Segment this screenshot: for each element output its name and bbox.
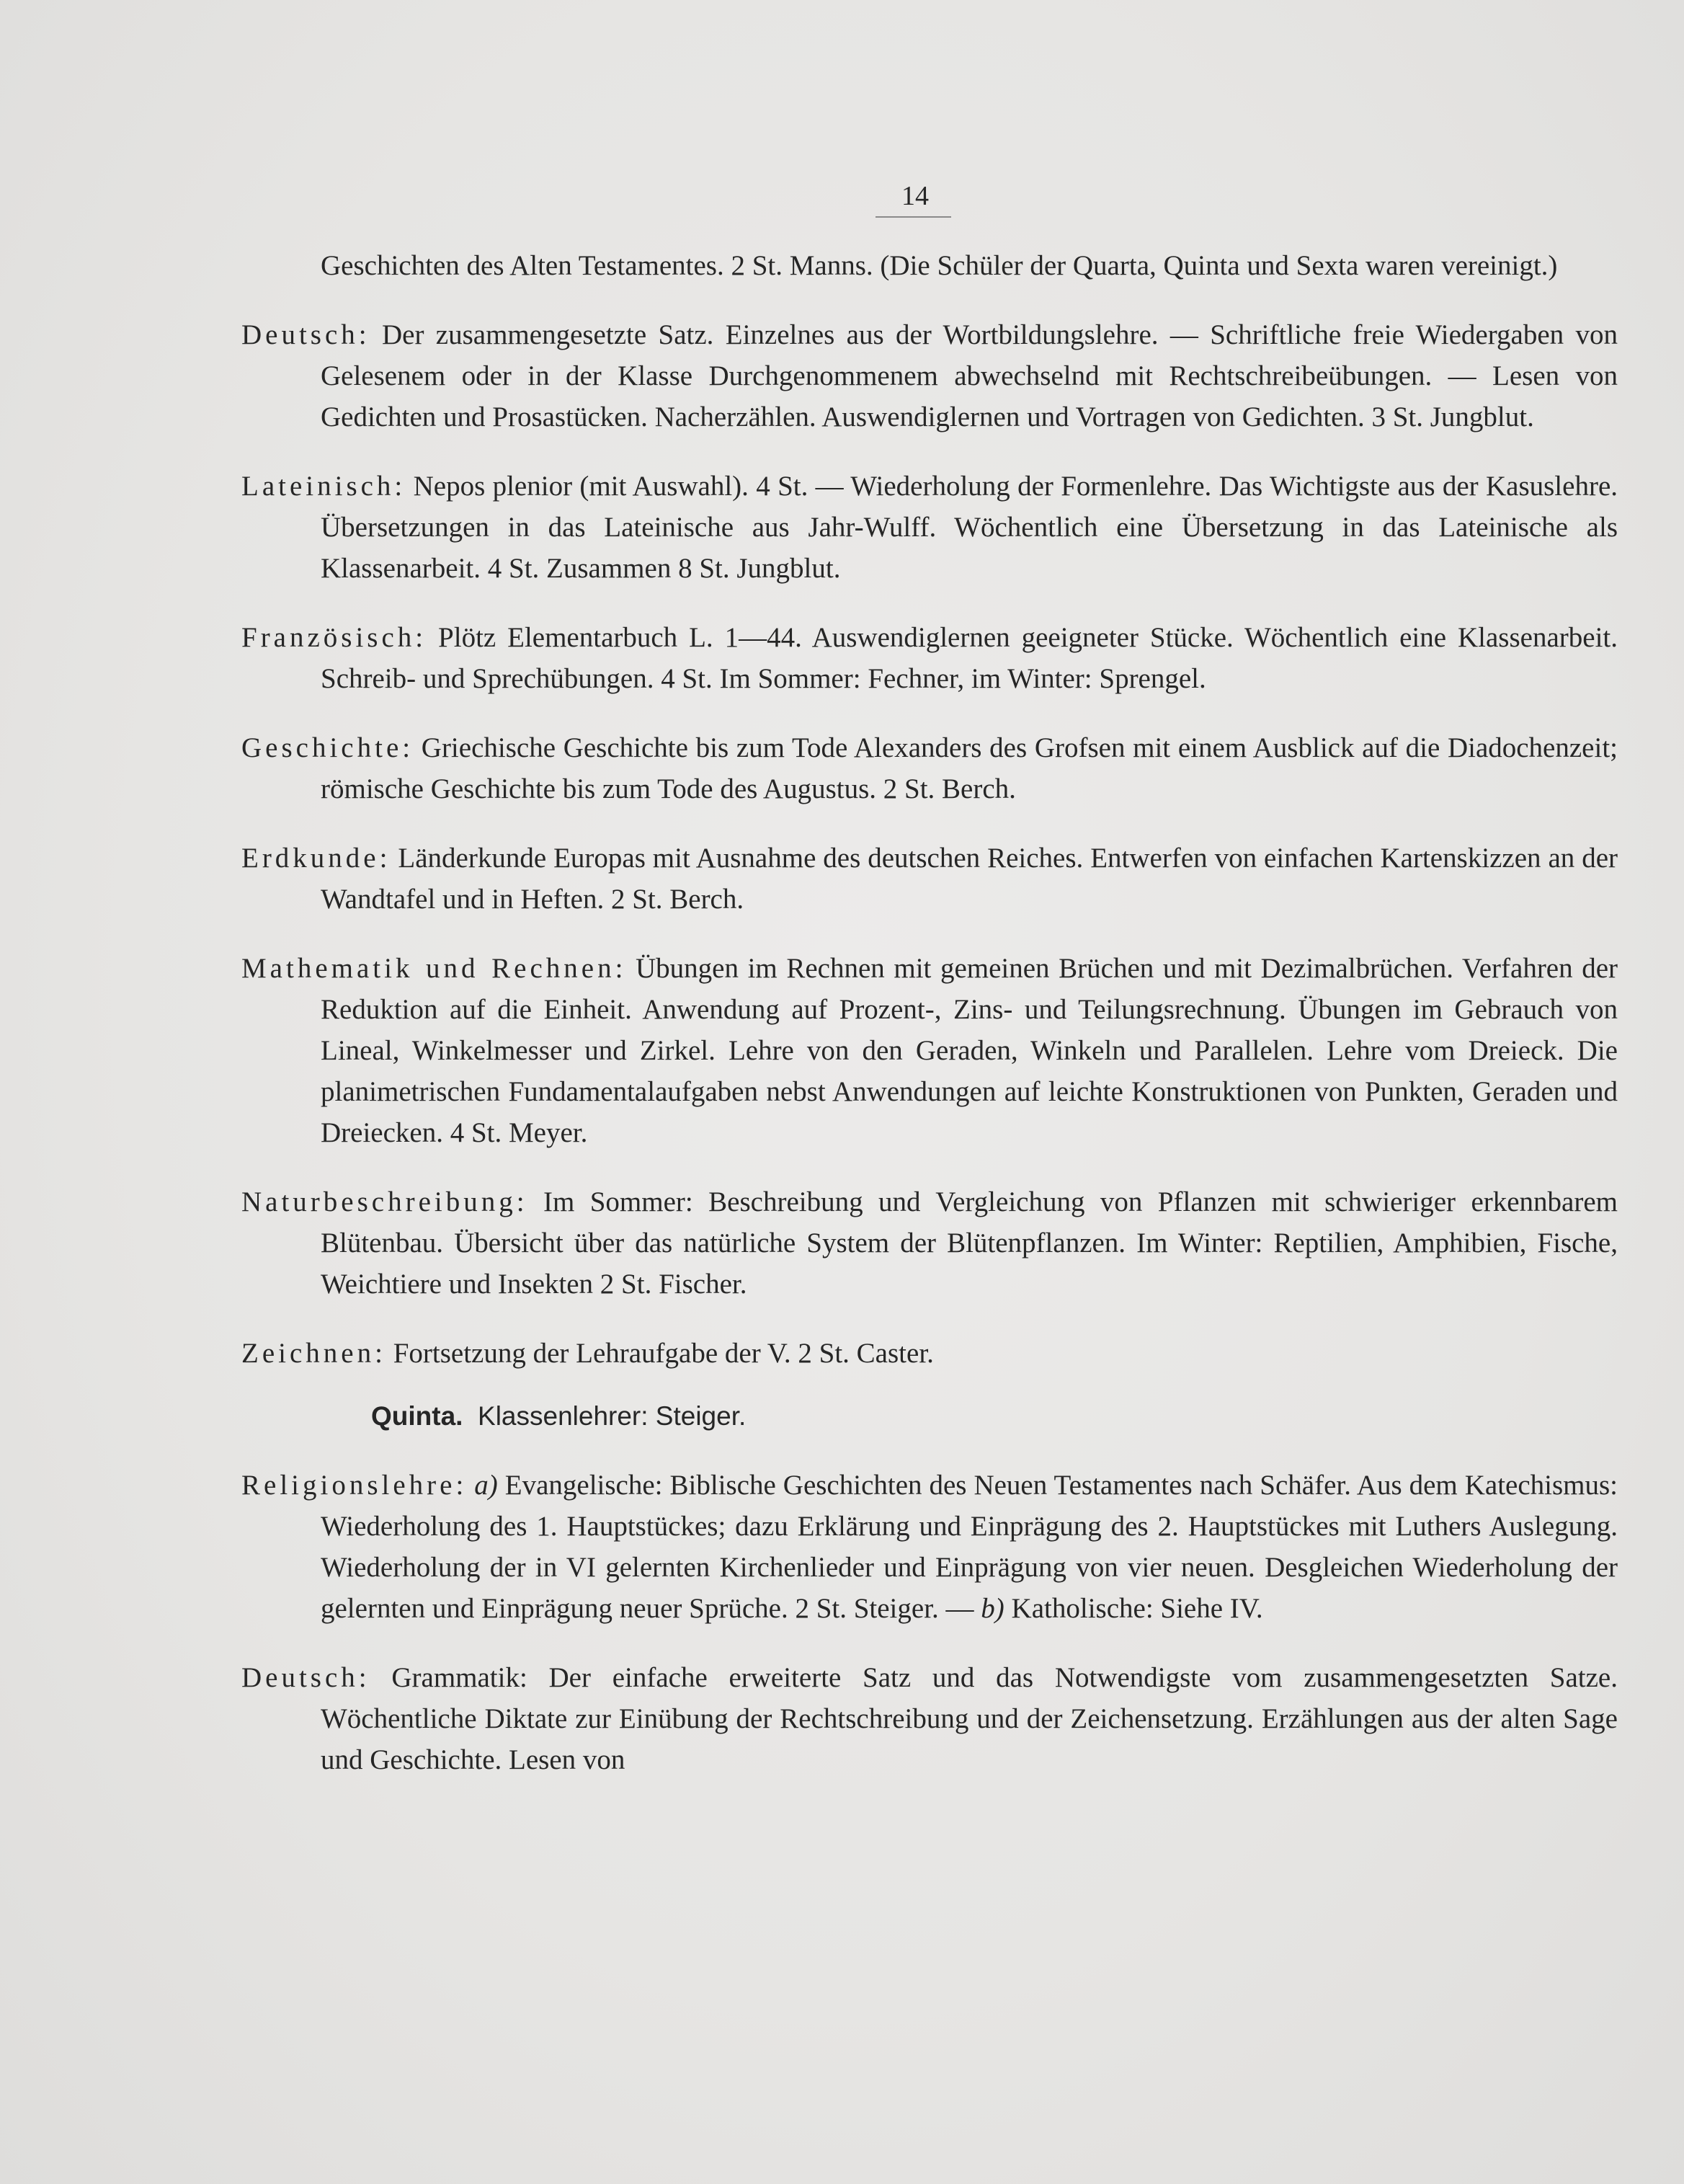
subject-text: Evangelische: Biblische Geschichten des Neuen Testamentes nach Schäfer. Aus dem Katechismus: Wiederholung des 1. Hauptstückes; dazu Erklärung und Einprägung des 2. Hauptstückes mit Luthers Auslegung. Wiederholung der in VI gelernten Kirchenlieder und Einprägung von vier neuen. Desgleichen Wiederholung der gelernten und Einprägung neuer Sprüche. 2 St. Steiger. — [321, 1470, 1618, 1624]
subject-label: Zeichnen: [241, 1338, 386, 1369]
entry-franzoesisch [241, 617, 1618, 699]
subject-text: Übungen im Rechnen mit gemeinen Brüchen und mit Dezimalbrüchen. Verfahren der Reduktion auf die Einheit. Anwendung auf Prozent-, Zins- und Teilungsrechnung. Übungen im Gebrauch von Lineal, Winkelmesser und Zirkel. Lehre von den Geraden, Winkeln und Parallelen. Lehre vom Dreieck. Die planimetrischen Fundamentalaufgaben nebst Anwendungen auf leichte Konstruktionen von Punkten, Geraden und Dreiecken. 4 St. Meyer. [321, 953, 1618, 1148]
page-number-rule [876, 216, 951, 218]
subject-label: Französisch: [241, 622, 427, 653]
continued-paragraph: Geschichten des Alten Testamentes. 2 St. Manns. (Die Schüler der Quarta, Quinta und Sexta waren vereinigt.) [321, 250, 1558, 281]
subject-label: Mathematik und Rechnen: [241, 953, 627, 984]
class-teacher: Klassenlehrer: Steiger. [478, 1401, 747, 1431]
entry-religionslehre [241, 1465, 1618, 1629]
subject-label: Lateinisch: [241, 471, 406, 502]
subject-text: Im Sommer: Beschreibung und Vergleichung von Pflanzen mit schwieriger erkennbarem Blütenbau. Übersicht über das natürliche System der Blütenpflanzen. Im Winter: Reptilien, Amphibien, Fische, Weichtiere und Insekten 2 St. Fischer. [321, 1186, 1618, 1300]
entry-mathematik [241, 948, 1618, 1153]
entry-lateinisch [241, 466, 1618, 589]
subject-label: Religionslehre: [241, 1470, 468, 1501]
subject-label: Naturbeschreibung: [241, 1186, 528, 1217]
entry-deutsch-quinta [241, 1657, 1618, 1780]
entry-zeichnen [241, 1333, 1618, 1374]
subject-label: Geschichte: [241, 732, 414, 763]
subject-label: Erdkunde: [241, 843, 391, 874]
entry-geschichte [241, 727, 1618, 809]
entry-deutsch [241, 314, 1618, 438]
subject-text: Der zusammengesetzte Satz. Einzelnes aus der Wortbildungslehre. — Schriftliche freie Wiedergaben von Gelesenem oder in der Klasse Durchgenommenem abwechselnd mit Rechtschreibeübungen. — Lesen von Gedichten und Prosastücken. Nacherzählen. Auswendiglernen und Vortragen von Gedichten. 3 St. Jungblut. [321, 319, 1618, 432]
subject-text: Fortsetzung der Lehraufgabe der V. 2 St. Caster. [393, 1338, 934, 1369]
subject-text: Länderkunde Europas mit Ausnahme des deutschen Reiches. Entwerfen von einfachen Kartenskizzen an der Wandtafel und in Heften. 2 St. Berch. [321, 843, 1618, 915]
page-number: 14 [901, 181, 929, 211]
subject-text: Griechische Geschichte bis zum Tode Alexanders des Grofsen mit einem Ausblick auf die Diadochenzeit; römische Geschichte bis zum Tode des Augustus. 2 St. Berch. [321, 732, 1618, 804]
subject-text: Nepos plenior (mit Auswahl). 4 St. — Wiederholung der Formenlehre. Das Wichtigste aus der Kasuslehre. Übersetzungen in das Lateinische aus Jahr-Wulff. Wöchentlich eine Übersetzung in das Lateinische als Klassenarbeit. 4 St. Zusammen 8 St. Jungblut. [321, 471, 1618, 584]
entry-naturbeschreibung [241, 1181, 1618, 1305]
subject-label: Deutsch: [241, 319, 370, 350]
class-heading-quinta [371, 1395, 1618, 1437]
subject-label: Deutsch: [241, 1662, 370, 1693]
sublabel-b: b) [981, 1593, 1004, 1624]
entry-erdkunde [241, 838, 1618, 920]
subject-text: Katholische: Siehe IV. [1011, 1593, 1263, 1624]
page-body [241, 245, 1618, 1792]
class-name: Quinta. [371, 1401, 463, 1431]
sublabel-a: a) [474, 1470, 498, 1501]
subject-text: Grammatik: Der einfache erweiterte Satz und das Notwendigste vom zusammengesetzten Satze. Wöchentliche Diktate zur Einübung der Rechtschreibung und der Zeichensetzung. Erzählungen aus der alten Sage und Geschichte. Lesen von [321, 1662, 1618, 1775]
subject-text: Plötz Elementarbuch L. 1—44. Auswendiglernen geeigneter Stücke. Wöchentlich eine Klassenarbeit. Schreib- und Sprechübungen. 4 St. Im Sommer: Fechner, im Winter: Sprengel. [321, 622, 1618, 694]
